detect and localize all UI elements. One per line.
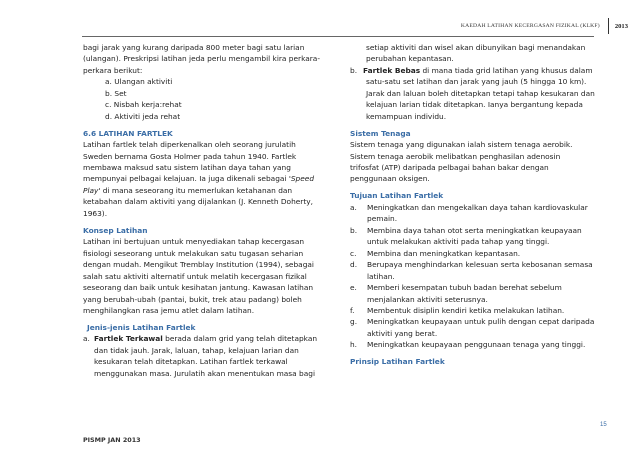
- paragraph-line: trifosfat (ATP) daripada pelbagai bahan bakar dengan: [350, 163, 549, 173]
- paragraph-line: menghilangkan rasa jemu atlet dalam latihan.: [83, 305, 255, 315]
- italic-term: Play: [83, 185, 99, 195]
- list-item: [350, 282, 600, 305]
- bold-term: Fartlek Bebas: [363, 65, 421, 75]
- list-text: Meningkatkan dan mengekalkan daya tahan kardiovaskular: [367, 202, 588, 212]
- list-marker: d.: [350, 260, 358, 270]
- paragraph-line: (ulangan). Preskripsi latihan jeda perlu mengambil kira perkara-: [83, 54, 320, 64]
- list-text: Meningkatkan keupayaan untuk pulih dengan cepat daripada: [367, 317, 595, 327]
- list-marker: h.: [350, 340, 358, 350]
- section-heading-tujuan: Tujuan Latihan Fartlek: [350, 191, 444, 201]
- paragraph-line: setiap aktiviti dan wisel akan dibunyikan bagi menandakan: [366, 43, 586, 52]
- list-marker: c.: [350, 248, 357, 258]
- header-year: 2013: [614, 22, 628, 30]
- section-heading-fartlek: 6.6 LATIHAN FARTLEK: [83, 128, 173, 138]
- list-text: Membentuk disiplin kendiri ketika melakukan latihan.: [367, 305, 565, 315]
- text-span: ' di mana seseorang itu memerlukan ketahanan dan: [98, 185, 293, 195]
- paragraph-line: [83, 173, 333, 184]
- list-item: b. Set: [105, 88, 127, 98]
- list-text: pemain.: [367, 214, 398, 224]
- list-text: Membina daya tahan otot serta meningkatkan keupayaan: [367, 225, 582, 235]
- list-marker: a.: [83, 334, 90, 344]
- section-heading-jenis: Jenis-jenis Latihan Fartlek: [87, 322, 196, 332]
- list-text: Membina dan meningkatkan kepantasan.: [367, 248, 521, 258]
- list-item: [350, 339, 600, 350]
- header-title: KAEDAH LATIHAN KECERGASAN FIZIKAL (KLKF): [460, 23, 600, 29]
- running-header: [461, 18, 628, 34]
- paragraph-line: Latihan fartlek telah diperkenalkan oleh seorang jurulatih: [83, 140, 296, 150]
- paragraph-line: dan tidak jauh. Jarak, laluan, tahap, kelajuan larian dan: [94, 345, 299, 355]
- paragraph-line: dengan mudah. Mengikut Tremblay Institution (1994), sebagai: [83, 260, 314, 270]
- page-footer: PISMP JAN 2013: [83, 436, 141, 444]
- paragraph-line: ketabahan dalam aktiviti yang dijalankan (J. Kenneth Doherty,: [83, 197, 313, 207]
- list-item: [350, 305, 600, 316]
- list-item: [350, 259, 600, 282]
- italic-term: Speed: [290, 174, 315, 184]
- list-item: d. Aktiviti jeda rehat: [105, 111, 181, 121]
- list-text: untuk melakukan aktiviti pada tahap yang tinggi.: [367, 237, 550, 247]
- list-text: Memberi kesempatan tubuh badan berehat sebelum: [367, 283, 562, 293]
- text-span: di mana tiada grid latihan yang khusus dalam: [420, 65, 593, 75]
- paragraph-line: perubahan kepantasan.: [366, 54, 454, 64]
- right-column: [350, 42, 600, 368]
- section-heading-prinsip: Prinsip Latihan Fartlek: [350, 357, 445, 367]
- list-item: [350, 225, 600, 248]
- paragraph-line: Sistem tenaga yang digunakan ialah sistem tenaga aerobik.: [350, 140, 573, 150]
- left-column: [83, 42, 333, 379]
- paragraph-line: seseorang dan baik untuk kesihatan jantung. Kawasan latihan: [83, 283, 314, 293]
- list-text: Berupaya menghindarkan kelesuan serta kebosanan semasa: [367, 260, 593, 270]
- list-text: menjalankan aktiviti seterusnya.: [367, 294, 488, 304]
- text-span: mempunyai pelbagai kelajuan. Ia juga dikenali sebagai ': [83, 174, 291, 184]
- paragraph-line: Sweden bernama Gosta Holmer pada tahun 1940. Fartlek: [83, 151, 297, 161]
- paragraph-line: penggunaan oksigen.: [350, 174, 430, 184]
- paragraph-line: perkara berikut:: [83, 65, 143, 75]
- paragraph-line: salah satu aktiviti alternatif untuk melatih kecergasan fizikal: [83, 271, 307, 281]
- list-item: a. Ulangan aktiviti: [105, 77, 173, 87]
- list-text: Meningkatkan keupayaan penggunaan tenaga yang tinggi.: [367, 340, 586, 350]
- list-item-b: [350, 65, 600, 76]
- list-item: [350, 248, 600, 259]
- paragraph-line: 1963).: [83, 208, 108, 218]
- list-marker: f.: [350, 305, 355, 315]
- paragraph-line: Jarak dan laluan boleh ditetapkan tetapi tahap kesukaran dan: [366, 88, 595, 98]
- paragraph-line: fisiologi seseorang untuk melakukan satu tugasan seharian: [83, 248, 304, 258]
- paragraph-line: [83, 185, 333, 196]
- section-heading-sistem: Sistem Tenaga: [350, 128, 411, 138]
- paragraph-line: bagi jarak yang kurang daripada 800 meter bagi satu larian: [83, 43, 305, 52]
- paragraph-line: Latihan ini bertujuan untuk menyediakan tahap kecergasan: [83, 237, 305, 247]
- paragraph-line: kemampuan individu.: [366, 111, 447, 121]
- list-item: [350, 202, 600, 225]
- list-marker: b.: [350, 65, 358, 75]
- list-item-a: [83, 333, 333, 344]
- list-item: [350, 316, 600, 339]
- page-number: 15: [600, 422, 607, 428]
- section-heading-konsep: Konsep Latihan: [83, 225, 148, 235]
- paragraph-line: kelajuan larian tidak ditetapkan. Ianya bergantung kepada: [366, 100, 583, 110]
- paragraph-line: yang berubah-ubah (pantai, bukit, trek atau padang) boleh: [83, 294, 302, 304]
- paragraph-line: kesukaran telah ditetapkan. Latihan fartlek terkawal: [94, 357, 288, 367]
- bold-term: Fartlek Terkawal: [94, 334, 163, 344]
- list-marker: a.: [350, 202, 357, 212]
- list-marker: b.: [350, 225, 358, 235]
- paragraph-line: membawa maksud satu sistem latihan daya tahan yang: [83, 163, 291, 173]
- header-divider: [608, 18, 609, 34]
- list-marker: g.: [350, 317, 358, 327]
- list-item: c. Nisbah kerja:rehat: [105, 100, 182, 110]
- paragraph-line: Sistem tenaga aerobik melibatkan penghasilan adenosin: [350, 151, 561, 161]
- list-text: latihan.: [367, 271, 395, 281]
- header-rule: [82, 36, 594, 37]
- list-marker: e.: [350, 283, 357, 293]
- list-text: aktiviti yang berat.: [367, 328, 438, 338]
- paragraph-line: menggunakan masa. Jurulatih akan menentukan masa bagi: [94, 368, 316, 378]
- text-span: berada dalam grid yang telah ditetapkan: [162, 334, 318, 344]
- paragraph-line: satu-satu set latihan dan jarak yang jauh (5 hingga 10 km).: [366, 77, 587, 87]
